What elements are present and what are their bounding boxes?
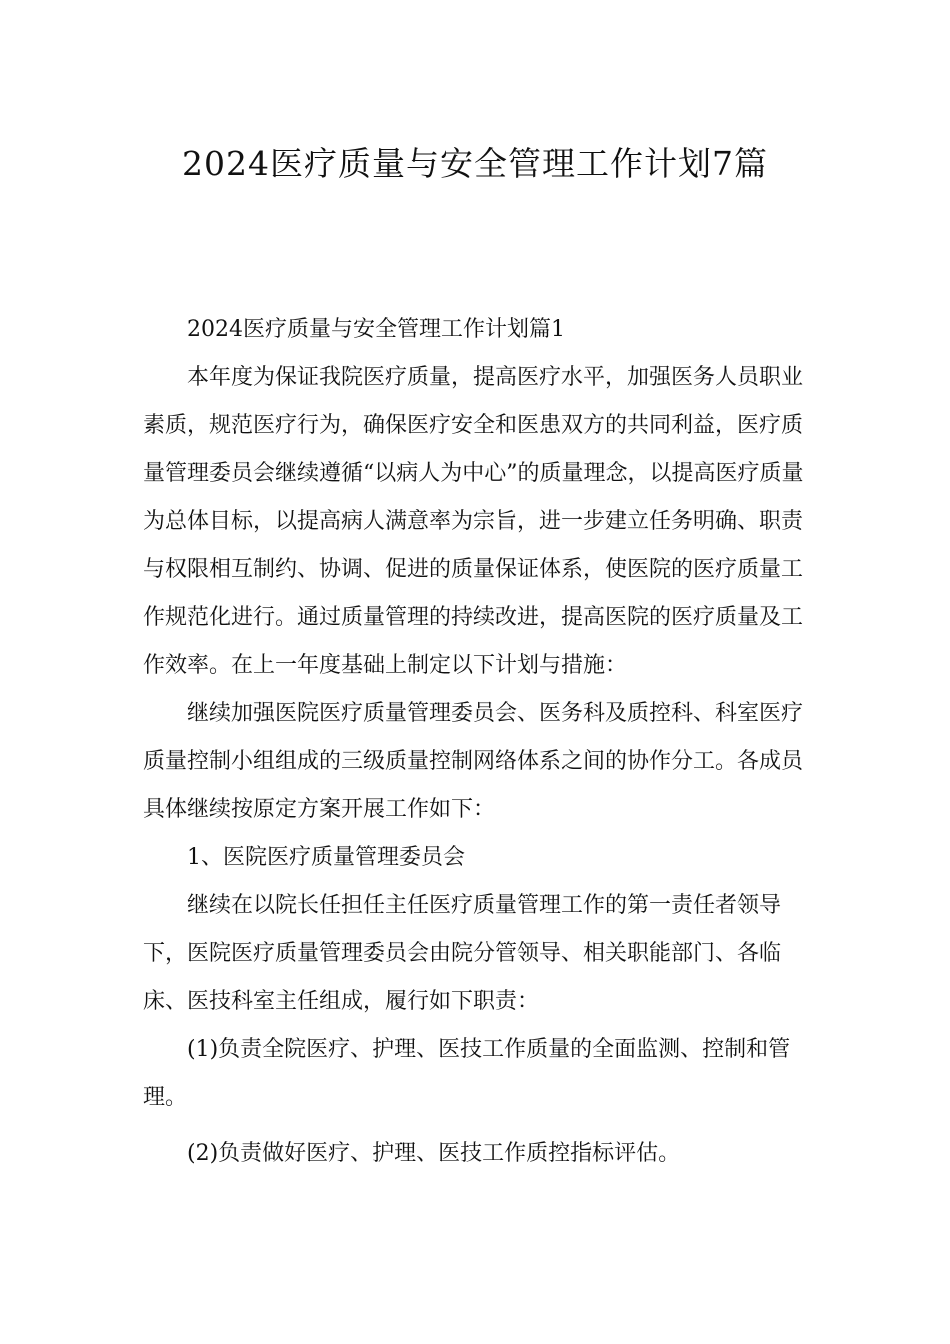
section-heading: 2024医疗质量与安全管理工作计划篇1: [187, 317, 565, 342]
list-item: (1)负责全院医疗、护理、医技工作质量的全面监测、控制和管理。: [143, 1037, 791, 1110]
body-paragraph: 继续在以院长任担任主任医疗质量管理工作的第一责任者领导下，医院医疗质量管理委员会由院分管领导、相关职能部门、各临床、医技科室主任组成，履行如下职责：: [143, 893, 782, 1014]
list-heading: 1、医院医疗质量管理委员会: [187, 845, 465, 870]
body-paragraph: 本年度为保证我院医疗质量，提高医疗水平，加强医务人员职业素质，规范医疗行为，确保医疗安全和医患双方的共同利益，医疗质量管理委员会继续遵循“以病人为中心”的质量理念，以提高医疗质量为总体目标，以提高病人满意率为宗旨，进一步建立任务明确、职责与权限相互制约、协调、促进的质量保证体系，使医院的医疗质量工作规范化进行。通过质量管理的持续改进，提高医院的医疗质量及工作效率。在上一年度基础上制定以下计划与措施：: [143, 365, 804, 678]
document-body: [143, 306, 805, 1178]
body-paragraph: 继续加强医院医疗质量管理委员会、医务科及质控科、科室医疗质量控制小组组成的三级质量控制网络体系之间的协作分工。各成员具体继续按原定方案开展工作如下：: [143, 701, 804, 822]
list-item: (2)负责做好医疗、护理、医技工作质控指标评估。: [187, 1141, 681, 1166]
document-title: 2024医疗质量与安全管理工作计划7篇: [182, 144, 768, 183]
